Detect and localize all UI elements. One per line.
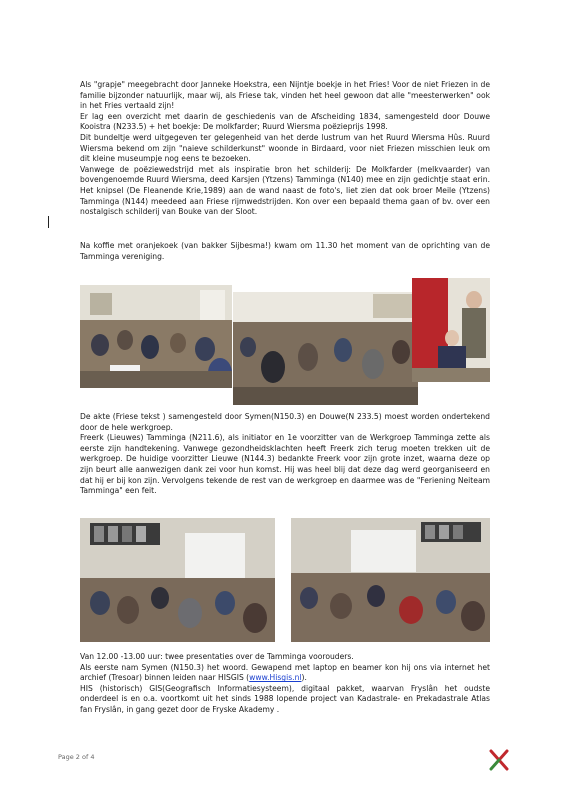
photo-meeting-room-1 bbox=[80, 285, 232, 388]
paragraph-intro: Als "grapje" meegebracht door Janneke Hoekstra, een Nijntje boekje in het Fries! Voor de niet Friezen in de familie bijzonder natuurlijk, maar wij, als Friese tak, vinden het heel gewoon dat alle "meesterwerken" ook in het Fries vertaald zijn! Er lag een overzicht met daarin de geschiedenis van de Afscheiding 1834, samengesteld door Douwe Kooistra (N233.5) + het boekje: De molkfarder; Ruurd Wiersma poëzieprijs 1998. Dit bundeltje werd uitgegeven ter gelegenheid van het derde lustrum van het Ruurd Wiersma Hûs. Ruurd Wiersma bekend om zijn "naieve schilderkunst" woonde in Birdaard, voor niet Friezen misschien leuk om dit kleine museumpje nog eens te bezoeken. Vanwege de poëziewedstrijd met als inspiratie bron het schilderij: De Molkfarder (melkvaarder) van bovengenoemde Ruurd Wiersma, deed Karsjen (Ytzens) Tamminga (N140) mee en zijn gedichtje staat erin. Het knipsel (De Fleanende Krie,1989) aan de wand naast de foto's, liet zien dat ook broer Meile (Ytzens) Tamminga (N144) meedeed aan Friese rijmwedstrijden. Kon over een bepaald thema gaan of bv. over een nostalgisch schilderij van Bouke van der Sloot. bbox=[80, 80, 490, 217]
paragraph-deed: De akte (Friese tekst ) samengesteld door Symen(N150.3) en Douwe(N 233.5) moest worden ondertekend door de hele werkgroep. Freerk (Lieuwes) Tamminga (N211.6), als initiator en 1e voorzitter van de Werkgroep Tamminga zette als eerste zijn handtekening. Vanwege gezondheidsklachten heeft Freerk zich terug moeten trekken uit de werkgroep. De huidige voorzitter Lieuwe (N144.3) bedankte Freerk voor zijn grote inzet, waarna deze op zijn beurt alle aanwezigen dank zei voor hun komst. Hij was heel blij dat deze dag werd georganiseerd en dat hij er bij kon zijn. Vervolgens tekende de rest van de werkgroep en daarmee was de "Feriening Neiteam Tamminga" een feit. bbox=[80, 412, 490, 496]
presentations-text-start: Van 12.00 -13.00 uur: twee presentaties over de Tamminga voorouders. Als eerste nam Symen (N150.3) het woord. Gewapend met laptop en beamer kon hij ons via internet het archief (Tresoar) binnen leiden naar HISGIS ( bbox=[80, 652, 490, 683]
photo-presentation-1 bbox=[80, 518, 275, 642]
paragraph-presentations bbox=[80, 652, 490, 716]
photo-meeting-room-2 bbox=[233, 292, 418, 405]
presentations-text-end: ). HIS (historisch) GIS(Geografisch Informatiesysteem), digitaal pakket, waarvan Fryslân het oudste onderdeel is en o.a. voortkomt uit het sinds 1988 lopende project van Kadastrale- en Prekadastrale Atlas fan Fryslân, in gang gezet door de Fryske Akademy . bbox=[80, 673, 490, 714]
photo-speakers bbox=[412, 278, 490, 382]
x-logo-icon bbox=[488, 749, 510, 771]
photo-presentation-2 bbox=[291, 518, 490, 642]
page-number: Page 2 of 4 bbox=[58, 753, 95, 761]
hisgis-link[interactable]: www.Hisgis.nl bbox=[249, 673, 302, 683]
text-cursor bbox=[48, 216, 49, 228]
paragraph-coffee: Na koffie met oranjekoek (van bakker Sijbesma!) kwam om 11.30 het moment van de oprichting van de Tamminga vereniging. bbox=[80, 241, 490, 261]
